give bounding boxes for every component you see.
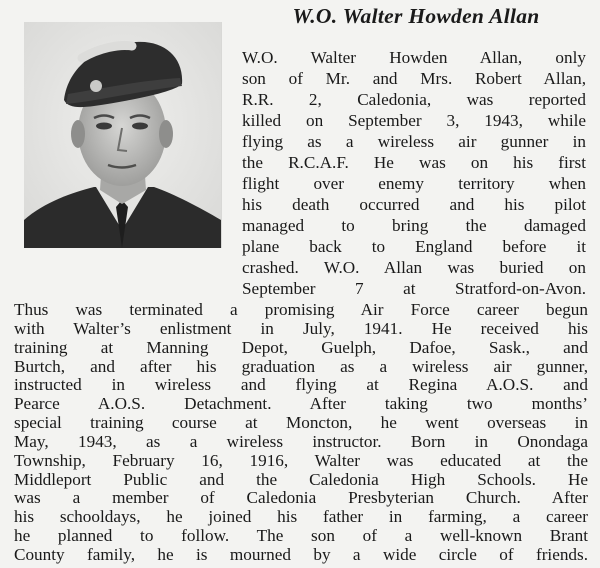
- article-line: flying as a wireless air gunner in: [242, 132, 586, 151]
- article-line: killed on September 3, 1943, while: [242, 111, 586, 130]
- article-line: crashed. W.O. Allan was buried on: [242, 258, 586, 277]
- article-line: May, 1943, as a wireless instructor. Born in Onondaga: [14, 432, 588, 451]
- article-line: the R.C.A.F. He was on his first: [242, 153, 586, 172]
- article-line: his death occurred and his pilot: [242, 195, 586, 214]
- article-line: training at Manning Depot, Guelph, Dafoe, Sask., and: [14, 338, 588, 357]
- article-line: was a member of Caledonia Presbyterian Church. After: [14, 488, 588, 507]
- article-line: W.O. Walter Howden Allan, only: [242, 48, 586, 67]
- article-line: R.R. 2, Caledonia, was reported: [242, 90, 586, 109]
- article-line: plane back to England before it: [242, 237, 586, 256]
- portrait-photo: [24, 22, 222, 248]
- article-line: Burtch, and after his graduation as a wireless air gunner,: [14, 357, 588, 376]
- article-line: special training course at Moncton, he went overseas in: [14, 413, 588, 432]
- article-line: with Walter’s enlistment in July, 1941. He received his: [14, 319, 588, 338]
- article-line: his schooldays, he joined his father in farming, a career: [14, 507, 588, 526]
- article-line: he planned to follow. The son of a well-known Brant: [14, 526, 588, 545]
- headline: W.O. Walter Howden Allan: [292, 4, 540, 28]
- article-line: son of Mr. and Mrs. Robert Allan,: [242, 69, 586, 88]
- article-line: County family, he is mourned by a wide circle of friends.: [14, 545, 588, 564]
- article-line: managed to bring the damaged: [242, 216, 586, 235]
- article-line: September 7 at Stratford-on-Avon.: [242, 279, 586, 298]
- article-line: Middleport Public and the Caledonia High Schools. He: [14, 470, 588, 489]
- article-line: instructed in wireless and flying at Regina A.O.S. and: [14, 375, 588, 394]
- article-line: Township, February 16, 1916, Walter was educated at the: [14, 451, 588, 470]
- article-line: flight over enemy territory when: [242, 174, 586, 193]
- article-line: Thus was terminated a promising Air Force career begun: [14, 300, 588, 319]
- portrait-image: [24, 22, 221, 248]
- article-line: Pearce A.O.S. Detachment. After taking two months’: [14, 394, 588, 413]
